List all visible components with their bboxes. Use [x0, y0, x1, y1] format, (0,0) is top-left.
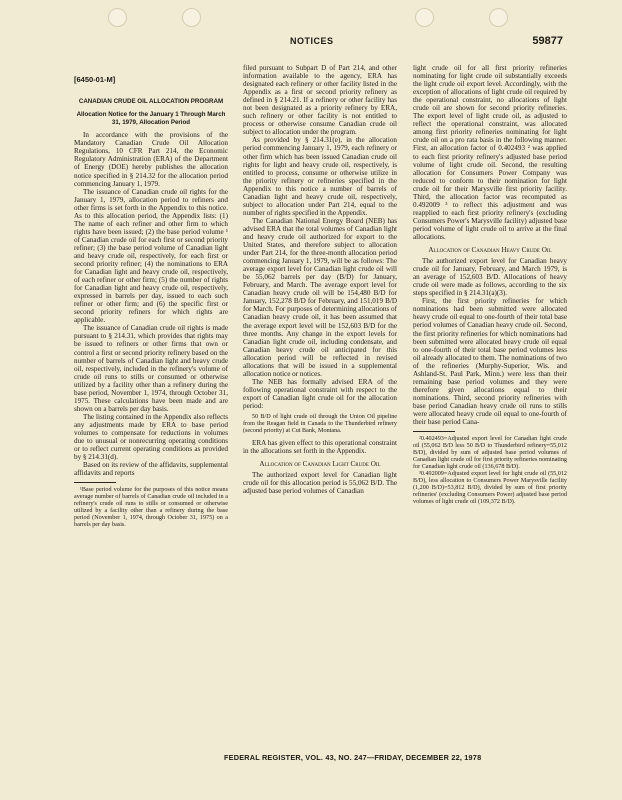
document-id: [6450-01-M]: [74, 75, 116, 84]
footnote-1: ¹Base period volume for the purposes of this notice means average number of barrels of Canadian crude oil included in a refinery's crude oil runs to stills or consumed or otherwise utilized by a facility other than a refinery during the base period (November 1, 1974, through October 31, 1975) on a barrels per day basis.: [74, 487, 228, 529]
footnote-3: ³0.492009=Adjusted export level for light crude oil (55,012 B/D), less allocation to Consumers Power Marysville facility (1,200 B/D)=53,812 B/D), divided by sum of first priority refineries' (excluding Consumers Power) adjusted base period volumes of light crude oil (109,372 B/D).: [413, 470, 567, 505]
notice-subtitle: Allocation Notice for the January 1 Through March 31, 1979, Allocation Period: [76, 111, 226, 126]
binding-hole-3: [415, 8, 434, 27]
section-heading-heavy-crude: Allocation of Canadian Heavy Crude Oil: [428, 246, 552, 255]
column-1: [74, 64, 228, 529]
footnote-divider: [74, 482, 116, 483]
footnote-2: ²0.402493=Adjusted export level for Canadian light crude oil (55,062 B/D less 50 B/D to Thunderbird refinery=55,012 B/D), divided by sum of adjusted base period volumes of Canadian light crude oil for first priority refineries nominating for Canadian light crude oil (136,678 B/D).: [413, 436, 567, 470]
binding-hole-1: [108, 8, 127, 27]
block-quote: 50 B/D of light crude oil through the Union Oil pipeline from the Reagan field in Canada to the Thunderbird refinery (second priority) at Cut Bank, Montana.: [243, 414, 397, 435]
paragraph: light crude oil for all first priority refineries nominating for light crude oil substantially exceeds the light crude oil export level. Accordingly, with the exception of allocations of light crude oil required by the operational constraint, no allocations of light crude oil are shown for second priority refineries. The export level of light crude oil, as adjusted to reflect the operational constraint, was allocated among first priority refineries nominating for light crude oil on a pro rata basis in the following manner. First, an allocation factor of 0.402493 ² was applied to each first priority refinery's adjusted base period volume of light crude oil. Second, the resulting allocation for Consumers Power Company was reduced to conform to their nomination for light crude oil for their Marysville first priority facility. Third, the allocation factor was recomputed as 0.492009 ³ to reflect this adjustment and was reapplied to each first priority refinery's (excluding Consumers Power's Marysville facility) adjusted base period volume of light crude oil to arrive at the final allocations.: [413, 64, 567, 241]
binding-hole-2: [182, 8, 201, 27]
paragraph: The listing contained in the Appendix also reflects any adjustments made by ERA to base period volumes to compensate for reductions in volumes due to unusual or nonrecurring operating conditions or to reflect current operating conditions as provided by § 214.31(d).: [74, 412, 228, 462]
paragraph: ERA has given effect to this operational constraint in the allocations set forth in the Appendix.: [243, 439, 397, 456]
paragraph: As provided by § 214.31(e), in the allocation period commencing January 1, 1979, each refinery or other firm which has been issued Canadian crude oil rights for light and heavy crude oil, respectively, is entitled to process, consume or otherwise utilize in the priority refinery or refineries specified in the Appendix to this notice a number of barrels of Canadian light and heavy crude oil, respectively, subject to allocation under Part 214, equal to the number of rights specified in the Appendix.: [243, 136, 397, 217]
page-footer: FEDERAL REGISTER, VOL. 43, NO. 247—FRIDAY, DECEMBER 22, 1978: [224, 753, 482, 762]
paragraph: First, the first priority refineries for which nominations had been submitted were allocated heavy crude oil equal to one-fourth of their total base period volumes of Canadian heavy crude oil. Second, the first priority refineries for which nominations had been submitted were allocated heavy crude oil equal to one-fourth of their total base period volumes less oil already allocated to them. The nominations of two of the refineries (Murphy-Superior, Wis. and Ashland-St. Paul Park, Minn.) were less than their remaining base period volumes and they were therefore given allocations equal to their nominations. Third, second priority refineries with base period Canadian heavy crude oil runs to stills were allocated heavy crude oil equal to one-fourth of their base period Cana-: [413, 297, 567, 427]
notice-title: CANADIAN CRUDE OIL ALLOCATION PROGRAM: [78, 98, 224, 106]
paragraph: The issuance of Canadian crude oil rights for the January 1, 1979, allocation period to refiners and other firms is set forth in the Appendix to this notice. As to this allocation period, the Appendix lists: (1) The name of each refiner and other firm to which rights have been issued; (2) the base period volume ¹ of Canadian crude oil for each first or second priority refiner; (3) the base period volume of Canadian light and heavy crude oil, respectively, for each first or second priority refiner; (4) the nominations to ERA for Canadian light and heavy crude oil, respectively, of each refiner or other firm; (5) the number of rights for Canadian light and heavy crude oil, respectively, expressed in barrels per day, issued to each such refiner or other firm; and (6) the specific first or second priority refiners for which rights are applicable.: [74, 187, 228, 325]
page-number: 59877: [532, 35, 563, 47]
paragraph: filed pursuant to Subpart D of Part 214, and other information available to the agency, ERA has designated each refinery or other facility listed in the Appendix as a first or second priority refinery as defined in § 214.21. If a refinery or other facility has not been designated as a priority refinery by ERA, such refinery or other facility is not entitled to process or otherwise consume Canadian crude oil subject to allocation under the program.: [243, 64, 397, 137]
column-3: [413, 64, 567, 506]
paragraph: The authorized export level for Canadian light crude oil for this allocation period is 55,062 B/D. The adjusted base period volumes of Canadian: [243, 471, 397, 496]
paragraph: The NEB has formally advised ERA of the following operational constraint with respect to the export of Canadian light crude oil for the allocation period:: [243, 377, 397, 410]
section-heading-light-crude: Allocation of Canadian Light Crude Oil: [259, 460, 381, 469]
paragraph: The issuance of Canadian crude oil rights is made pursuant to § 214.31, which provides that rights may be issued to refiners or other firms that own or control a first or second priority refinery based on the number of barrels of Canadian light and heavy crude oil, respectively, included in the refinery's volume of crude oil runs to stills or consumed or otherwise utilized by a facility other than a refinery during the base period, November 1, 1974, through October 31, 1975. These calculations have been made and are shown on a barrels per day basis.: [74, 324, 228, 413]
paragraph: The authorized export level for Canadian heavy crude oil for January, February, and March 1979, is an average of 152,603 B/D. Allocations of heavy crude oil were made as follows, according to the six steps specified in § 214.31(a)(3).: [413, 257, 567, 298]
running-header-title: NOTICES: [290, 36, 334, 46]
binding-hole-4: [489, 8, 508, 27]
paragraph: Based on its review of the affidavits, supplemental affidavits and reports: [74, 461, 228, 478]
paragraph: The Canadian National Energy Board (NEB) has advised ERA that the total volumes of Canadian light and heavy crude oil authorized for export to the United States, and therefore subject to allocation under Part 214, for the three-month allocation period commencing January 1, 1979, will be as follows: The average export level for Canadian light crude oil will be 55,062 barrels per day (B/D) for January, February, and March. The average export level for Canadian heavy crude oil will be 154,480 B/D for January, 152,278 B/D for February, and 151,019 B/D for March. For purposes of determining allocations of Canadian heavy crude oil, it has been assumed that the average export level will be 152,603 B/D for the three months. Any change in the export levels for Canadian light crude oil, including condensate, and Canadian heavy crude oil anticipated for this allocation period will be reflected in revised allocations that will be issued in a supplemental allocation notice or notices.: [243, 216, 397, 378]
footnote-divider: [413, 431, 455, 432]
paragraph: In accordance with the provisions of the Mandatory Canadian Crude Oil Allocation Regulations, 10 CFR Part 214, the Economic Regulatory Administration (ERA) of the Department of Energy (DOE) hereby publishes the allocation notice specified in § 214.32 for the allocation period commencing January 1, 1979.: [74, 131, 228, 188]
column-2: [243, 64, 397, 495]
